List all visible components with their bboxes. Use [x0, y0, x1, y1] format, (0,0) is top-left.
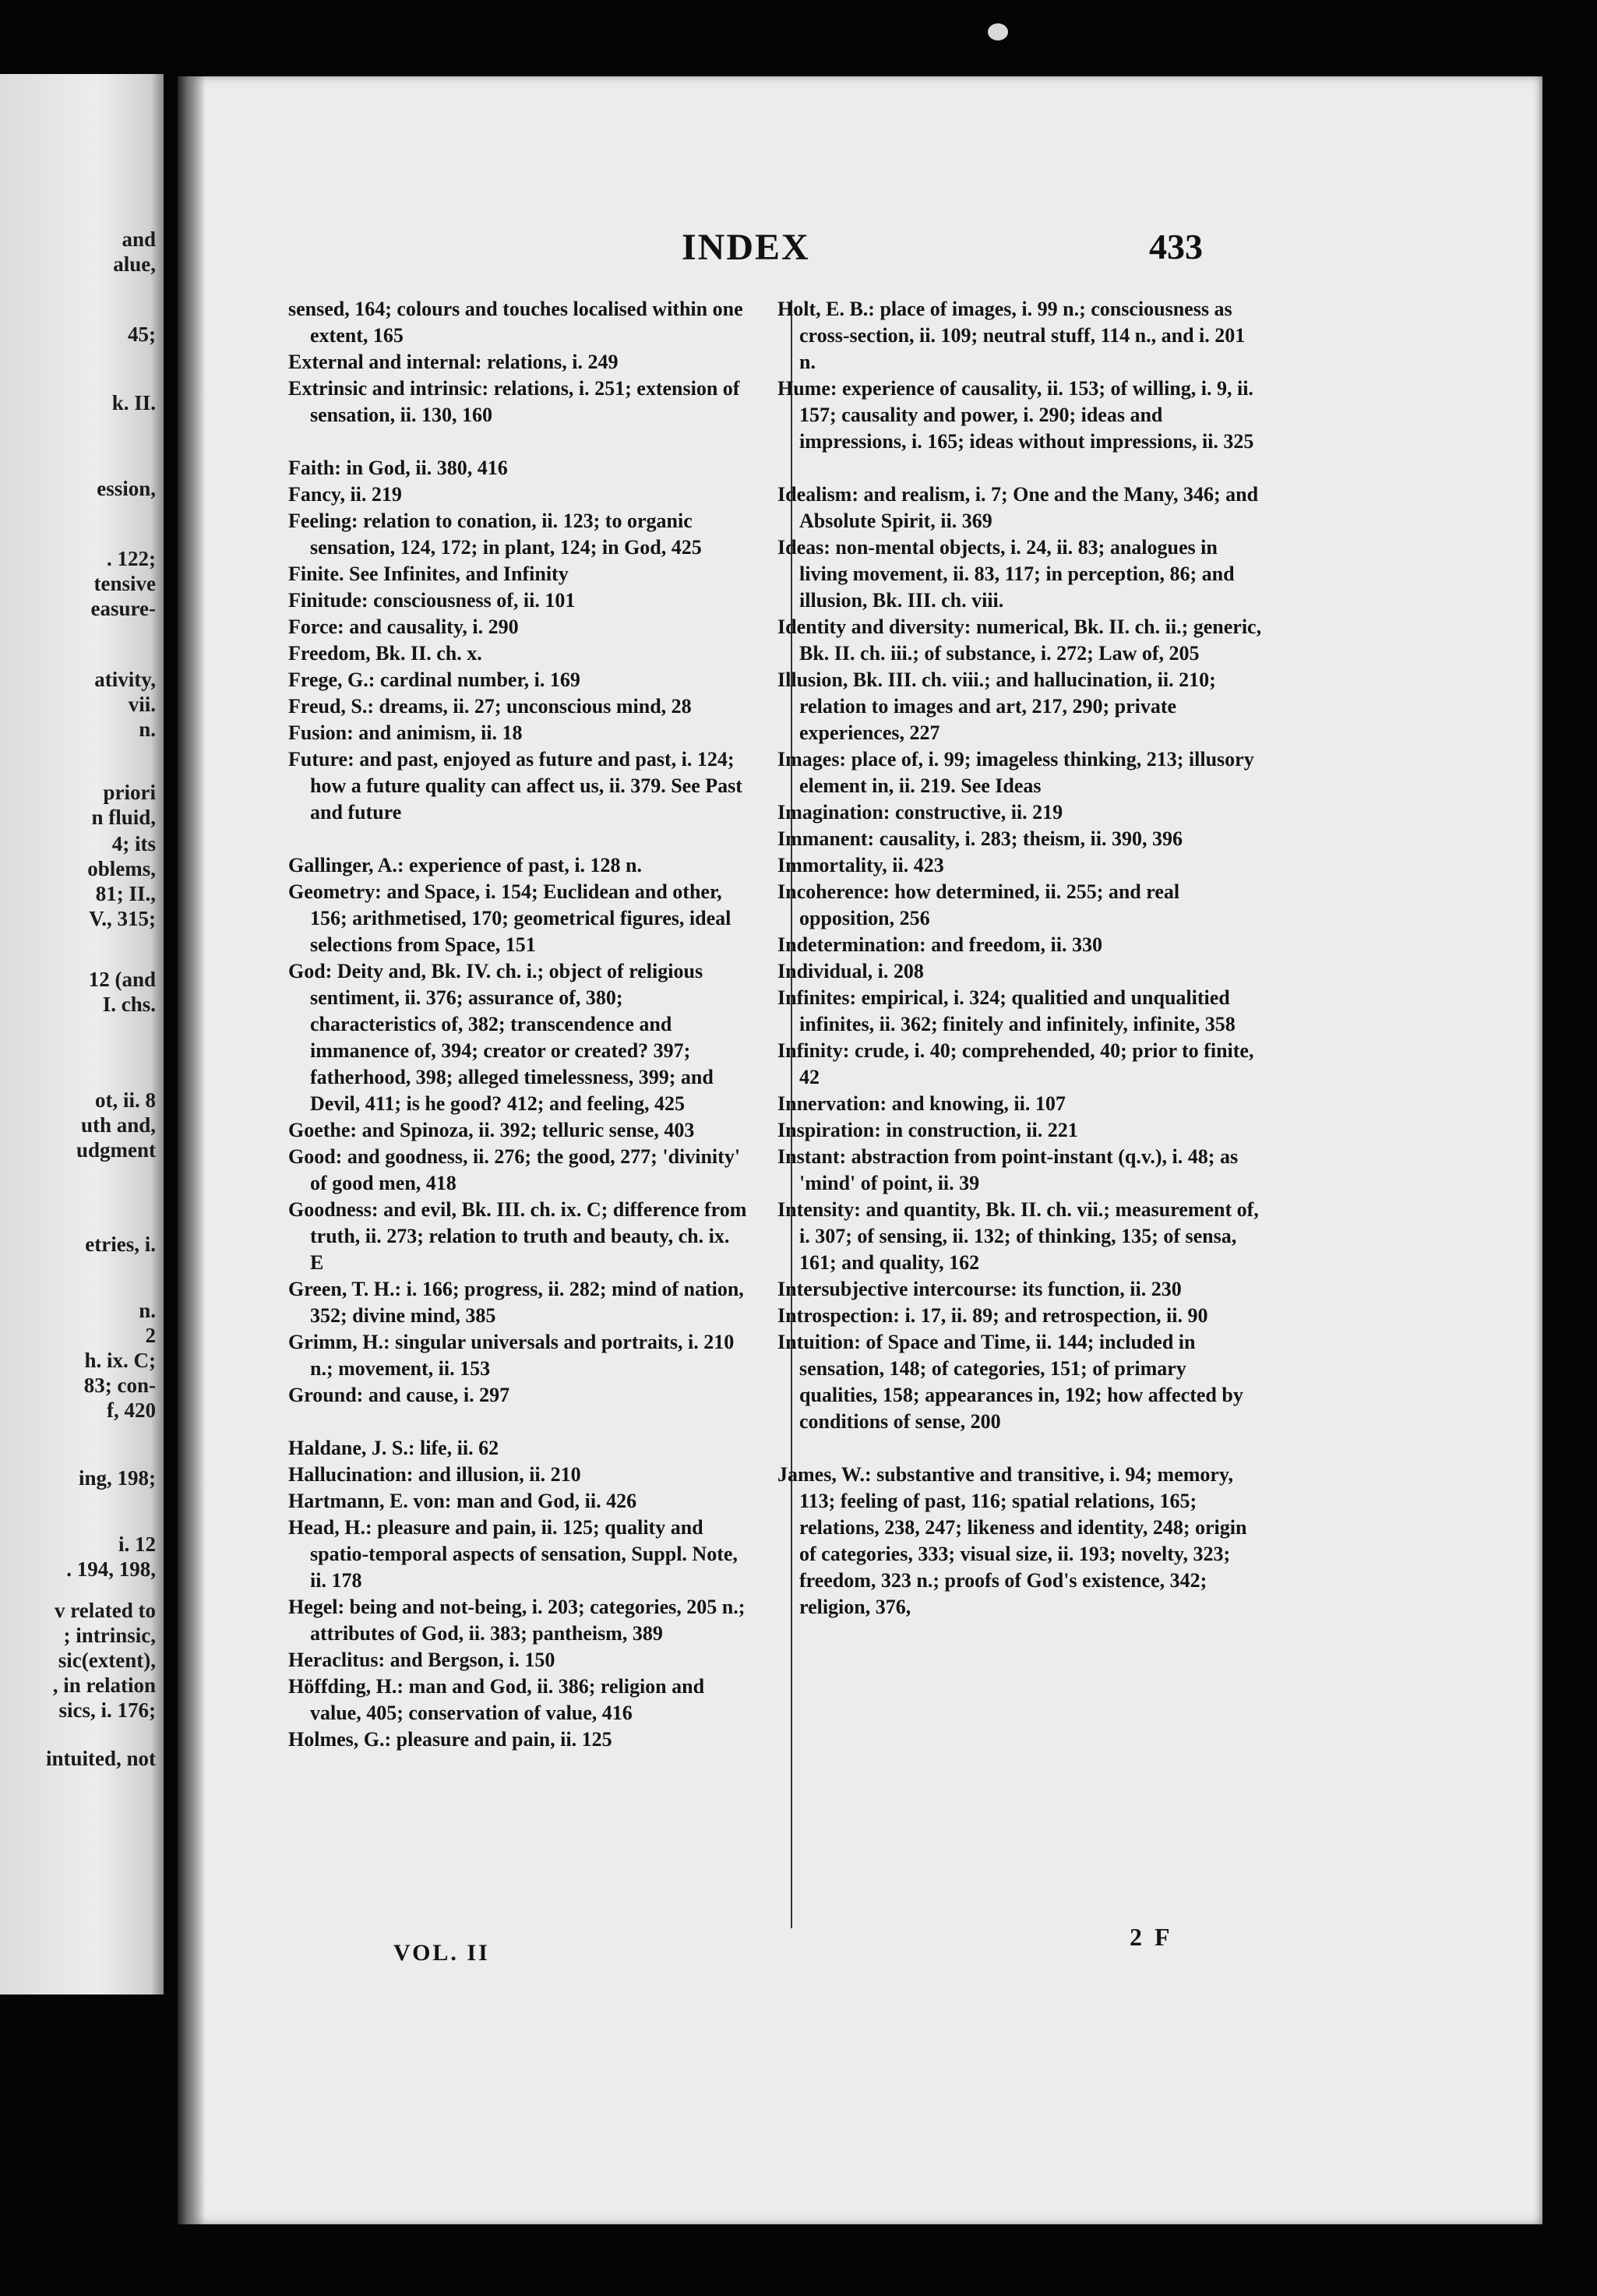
index-entry: Feeling: relation to conation, ii. 123; to organic sensation, 124, 172; in plant, 124; in God, 425	[288, 510, 702, 559]
index-entry: Individual, i. 208	[777, 960, 924, 982]
index-entry: Intuition: of Space and Time, ii. 144; included in sensation, 148; of categories, 151; of primary qualities, 158; appearances in, 192; how affected by conditions of sense, 200	[777, 1331, 1243, 1433]
entry-gap	[777, 1435, 1264, 1462]
index-entry: Indetermination: and freedom, ii. 330	[777, 933, 1102, 956]
index-column-left	[288, 296, 748, 1753]
index-entry: Inspiration: in construction, ii. 221	[777, 1119, 1078, 1141]
index-entry: Identity and diversity: numerical, Bk. II. ch. ii.; generic, Bk. II. ch. iii.; of substance, i. 272; Law of, 205	[777, 615, 1262, 665]
index-entry: Goethe: and Spinoza, ii. 392; telluric sense, 403	[288, 1119, 695, 1141]
facing-page-text: and	[122, 227, 156, 251]
facing-page-text: h. ix. C;	[84, 1349, 156, 1372]
index-entry: Fusion: and animism, ii. 18	[288, 721, 523, 744]
facing-page-text: etries, i.	[85, 1233, 156, 1256]
facing-page-text: sics, i. 176;	[58, 1698, 156, 1722]
facing-page-text: 83; con-	[83, 1374, 156, 1397]
index-entry: Höffding, H.: man and God, ii. 386; religion and value, 405; conservation of value, 416	[288, 1675, 705, 1724]
index-entry: Holmes, G.: pleasure and pain, ii. 125	[288, 1728, 612, 1751]
facing-page-text: ing, 198;	[78, 1466, 156, 1490]
index-entry: Immortality, ii. 423	[777, 854, 944, 876]
signature-mark: 2 F	[1130, 1923, 1173, 1951]
facing-page-text: ativity,	[94, 668, 156, 691]
facing-page-text: 81; II.,	[95, 882, 156, 905]
facing-page-text: 12 (and	[88, 968, 156, 991]
index-column-right	[777, 296, 1264, 1621]
page-title: INDEX	[682, 227, 810, 268]
index-entry: Innervation: and knowing, ii. 107	[777, 1092, 1066, 1115]
index-entry: Illusion, Bk. III. ch. viii.; and hallucination, ii. 210; relation to images and art, 217, 290; private experiences, 227	[777, 668, 1216, 744]
facing-page-text: uth and,	[80, 1113, 156, 1137]
index-entry: Haldane, J. S.: life, ii. 62	[288, 1437, 499, 1459]
index-entry: Infinity: crude, i. 40; comprehended, 40; prior to finite, 42	[777, 1039, 1254, 1088]
index-entry: Infinites: empirical, i. 324; qualitied and unqualitied infinites, ii. 362; finitely and infinitely, infinite, 358	[777, 986, 1236, 1035]
index-entry: Imagination: constructive, ii. 219	[777, 801, 1063, 824]
index-entry: Holt, E. B.: place of images, i. 99 n.; consciousness as cross-section, ii. 109; neutral stuff, 114 n., and i. 201 n.	[777, 298, 1246, 373]
index-entry: Images: place of, i. 99; imageless thinking, 213; illusory element in, ii. 219. See Ideas	[777, 748, 1254, 797]
index-entry: God: Deity and, Bk. IV. ch. i.; object of religious sentiment, ii. 376; assurance of, 380; characteristics of, 382; transcendence and immanence of, 394; creator or created? 397; fatherhood, 398; alleged timelessness, 399; and Devil, 411; is he good? 412; and feeling, 425	[288, 960, 714, 1115]
facing-page-text: f, 420	[107, 1398, 156, 1422]
index-entry: Geometry: and Space, i. 154; Euclidean and other, 156; arithmetised, 170; geometrical figures, ideal selections from Space, 151	[288, 880, 732, 956]
facing-page-text: n fluid,	[91, 806, 156, 829]
facing-page-text: priori	[103, 781, 156, 804]
facing-page-text: n.	[139, 718, 156, 741]
index-entry: Freud, S.: dreams, ii. 27; unconscious mind, 28	[288, 695, 692, 718]
entry-gap	[288, 1409, 748, 1435]
facing-page-text: oblems,	[87, 857, 156, 880]
index-entry: Faith: in God, ii. 380, 416	[288, 457, 508, 479]
entry-gap	[288, 429, 748, 455]
index-entry: Immanent: causality, i. 283; theism, ii. 390, 396	[777, 827, 1183, 850]
index-entry: Gallinger, A.: experience of past, i. 128 n.	[288, 854, 643, 876]
facing-page-text: ot, ii. 8	[95, 1088, 156, 1112]
page-number: 433	[1149, 227, 1203, 266]
index-entry: Force: and causality, i. 290	[288, 615, 519, 638]
index-entry: Intensity: and quantity, Bk. II. ch. vii.; measurement of, i. 307; of sensing, ii. 132; of thinking, 135; of sensa, 161; and quality, 162	[777, 1198, 1259, 1274]
index-entry: James, W.: substantive and transitive, i. 94; memory, 113; feeling of past, 116; spatial relations, 165; relations, 238, 247; likeness and identity, 248; origin of categories, 333; visual size, ii. 193; novelty, 323; freedom, 323 n.; proofs of God's existence, 342; religion, 376,	[777, 1463, 1247, 1618]
facing-page-text: , in relation	[52, 1674, 156, 1697]
index-entry: Green, T. H.: i. 166; progress, ii. 282; mind of nation, 352; divine mind, 385	[288, 1278, 744, 1327]
facing-page-text: alue,	[113, 252, 156, 276]
index-entry: sensed, 164; colours and touches localised within one extent, 165	[288, 298, 743, 347]
facing-page-text: sic(extent),	[58, 1649, 156, 1672]
facing-page-text: V., 315;	[89, 907, 156, 930]
facing-page-text: I. chs.	[102, 993, 156, 1016]
index-entry: Good: and goodness, ii. 276; the good, 277; 'divinity' of good men, 418	[288, 1145, 741, 1194]
index-entry: Extrinsic and intrinsic: relations, i. 251; extension of sensation, ii. 130, 160	[288, 377, 740, 426]
index-entry: Frege, G.: cardinal number, i. 169	[288, 668, 580, 691]
index-entry: Grimm, H.: singular universals and portraits, i. 210 n.; movement, ii. 153	[288, 1331, 735, 1380]
facing-page-text: 2	[145, 1324, 156, 1347]
ink-spot	[988, 23, 1008, 41]
entry-gap	[777, 455, 1264, 481]
index-entry: Ground: and cause, i. 297	[288, 1384, 510, 1406]
facing-page-text: 4; its	[111, 832, 156, 855]
facing-page-text: easure-	[90, 597, 156, 620]
volume-label: VOL. II	[393, 1940, 490, 1966]
index-entry: Finitude: consciousness of, ii. 101	[288, 589, 576, 612]
facing-page-text: ; intrinsic,	[63, 1624, 156, 1647]
index-entry: Heraclitus: and Bergson, i. 150	[288, 1649, 555, 1671]
facing-page-text: v related to	[55, 1599, 156, 1622]
facing-page-text: . 194, 198,	[66, 1557, 156, 1581]
facing-page-text: vii.	[128, 693, 156, 716]
index-entry: Hegel: being and not-being, i. 203; categories, 205 n.; attributes of God, ii. 383; pantheism, 389	[288, 1596, 746, 1645]
index-entry: Idealism: and realism, i. 7; One and the Many, 346; and Absolute Spirit, ii. 369	[777, 483, 1259, 532]
facing-page-text: intuited, not	[45, 1747, 156, 1770]
facing-page-text: k. II.	[111, 391, 156, 414]
index-entry: Hallucination: and illusion, ii. 210	[288, 1463, 581, 1486]
facing-page-text: . 122;	[107, 547, 156, 570]
index-entry: Hartmann, E. von: man and God, ii. 426	[288, 1490, 637, 1512]
index-entry: Future: and past, enjoyed as future and past, i. 124; how a future quality can affect us, ii. 379. See Past and future	[288, 748, 742, 824]
facing-page-fragment	[0, 74, 164, 1994]
index-entry: Finite. See Infinites, and Infinity	[288, 563, 569, 585]
index-entry: Introspection: i. 17, ii. 89; and retrospection, ii. 90	[777, 1304, 1208, 1327]
index-entry: Fancy, ii. 219	[288, 483, 402, 506]
index-entry: Head, H.: pleasure and pain, ii. 125; quality and spatio-temporal aspects of sensation, Suppl. Note, ii. 178	[288, 1516, 738, 1592]
index-entry: Ideas: non-mental objects, i. 24, ii. 83; analogues in living movement, ii. 83, 117; in perception, 86; and illusion, Bk. III. ch. viii.	[777, 536, 1235, 612]
facing-page-text: ession,	[97, 477, 156, 500]
facing-page-text: n.	[139, 1299, 156, 1322]
facing-page-text: i. 12	[118, 1532, 156, 1556]
spine-shadow	[178, 76, 206, 2224]
index-entry: Incoherence: how determined, ii. 255; and real opposition, 256	[777, 880, 1180, 929]
index-entry: Intersubjective intercourse: its function, ii. 230	[777, 1278, 1182, 1300]
facing-page-text: tensive	[93, 572, 156, 595]
index-entry: Freedom, Bk. II. ch. x.	[288, 642, 482, 665]
index-entry: Hume: experience of causality, ii. 153; of willing, i. 9, ii. 157; causality and power, i. 290; ideas and impressions, i. 165; ideas without impressions, ii. 325	[777, 377, 1254, 453]
index-entry: Goodness: and evil, Bk. III. ch. ix. C; difference from truth, ii. 273; relation to truth and beauty, ch. ix. E	[288, 1198, 747, 1274]
facing-page-text: udgment	[76, 1138, 156, 1162]
entry-gap	[288, 826, 748, 852]
facing-page-text: 45;	[128, 323, 156, 346]
index-entry: External and internal: relations, i. 249	[288, 351, 619, 373]
index-entry: Instant: abstraction from point-instant (q.v.), i. 48; as 'mind' of point, ii. 39	[777, 1145, 1239, 1194]
